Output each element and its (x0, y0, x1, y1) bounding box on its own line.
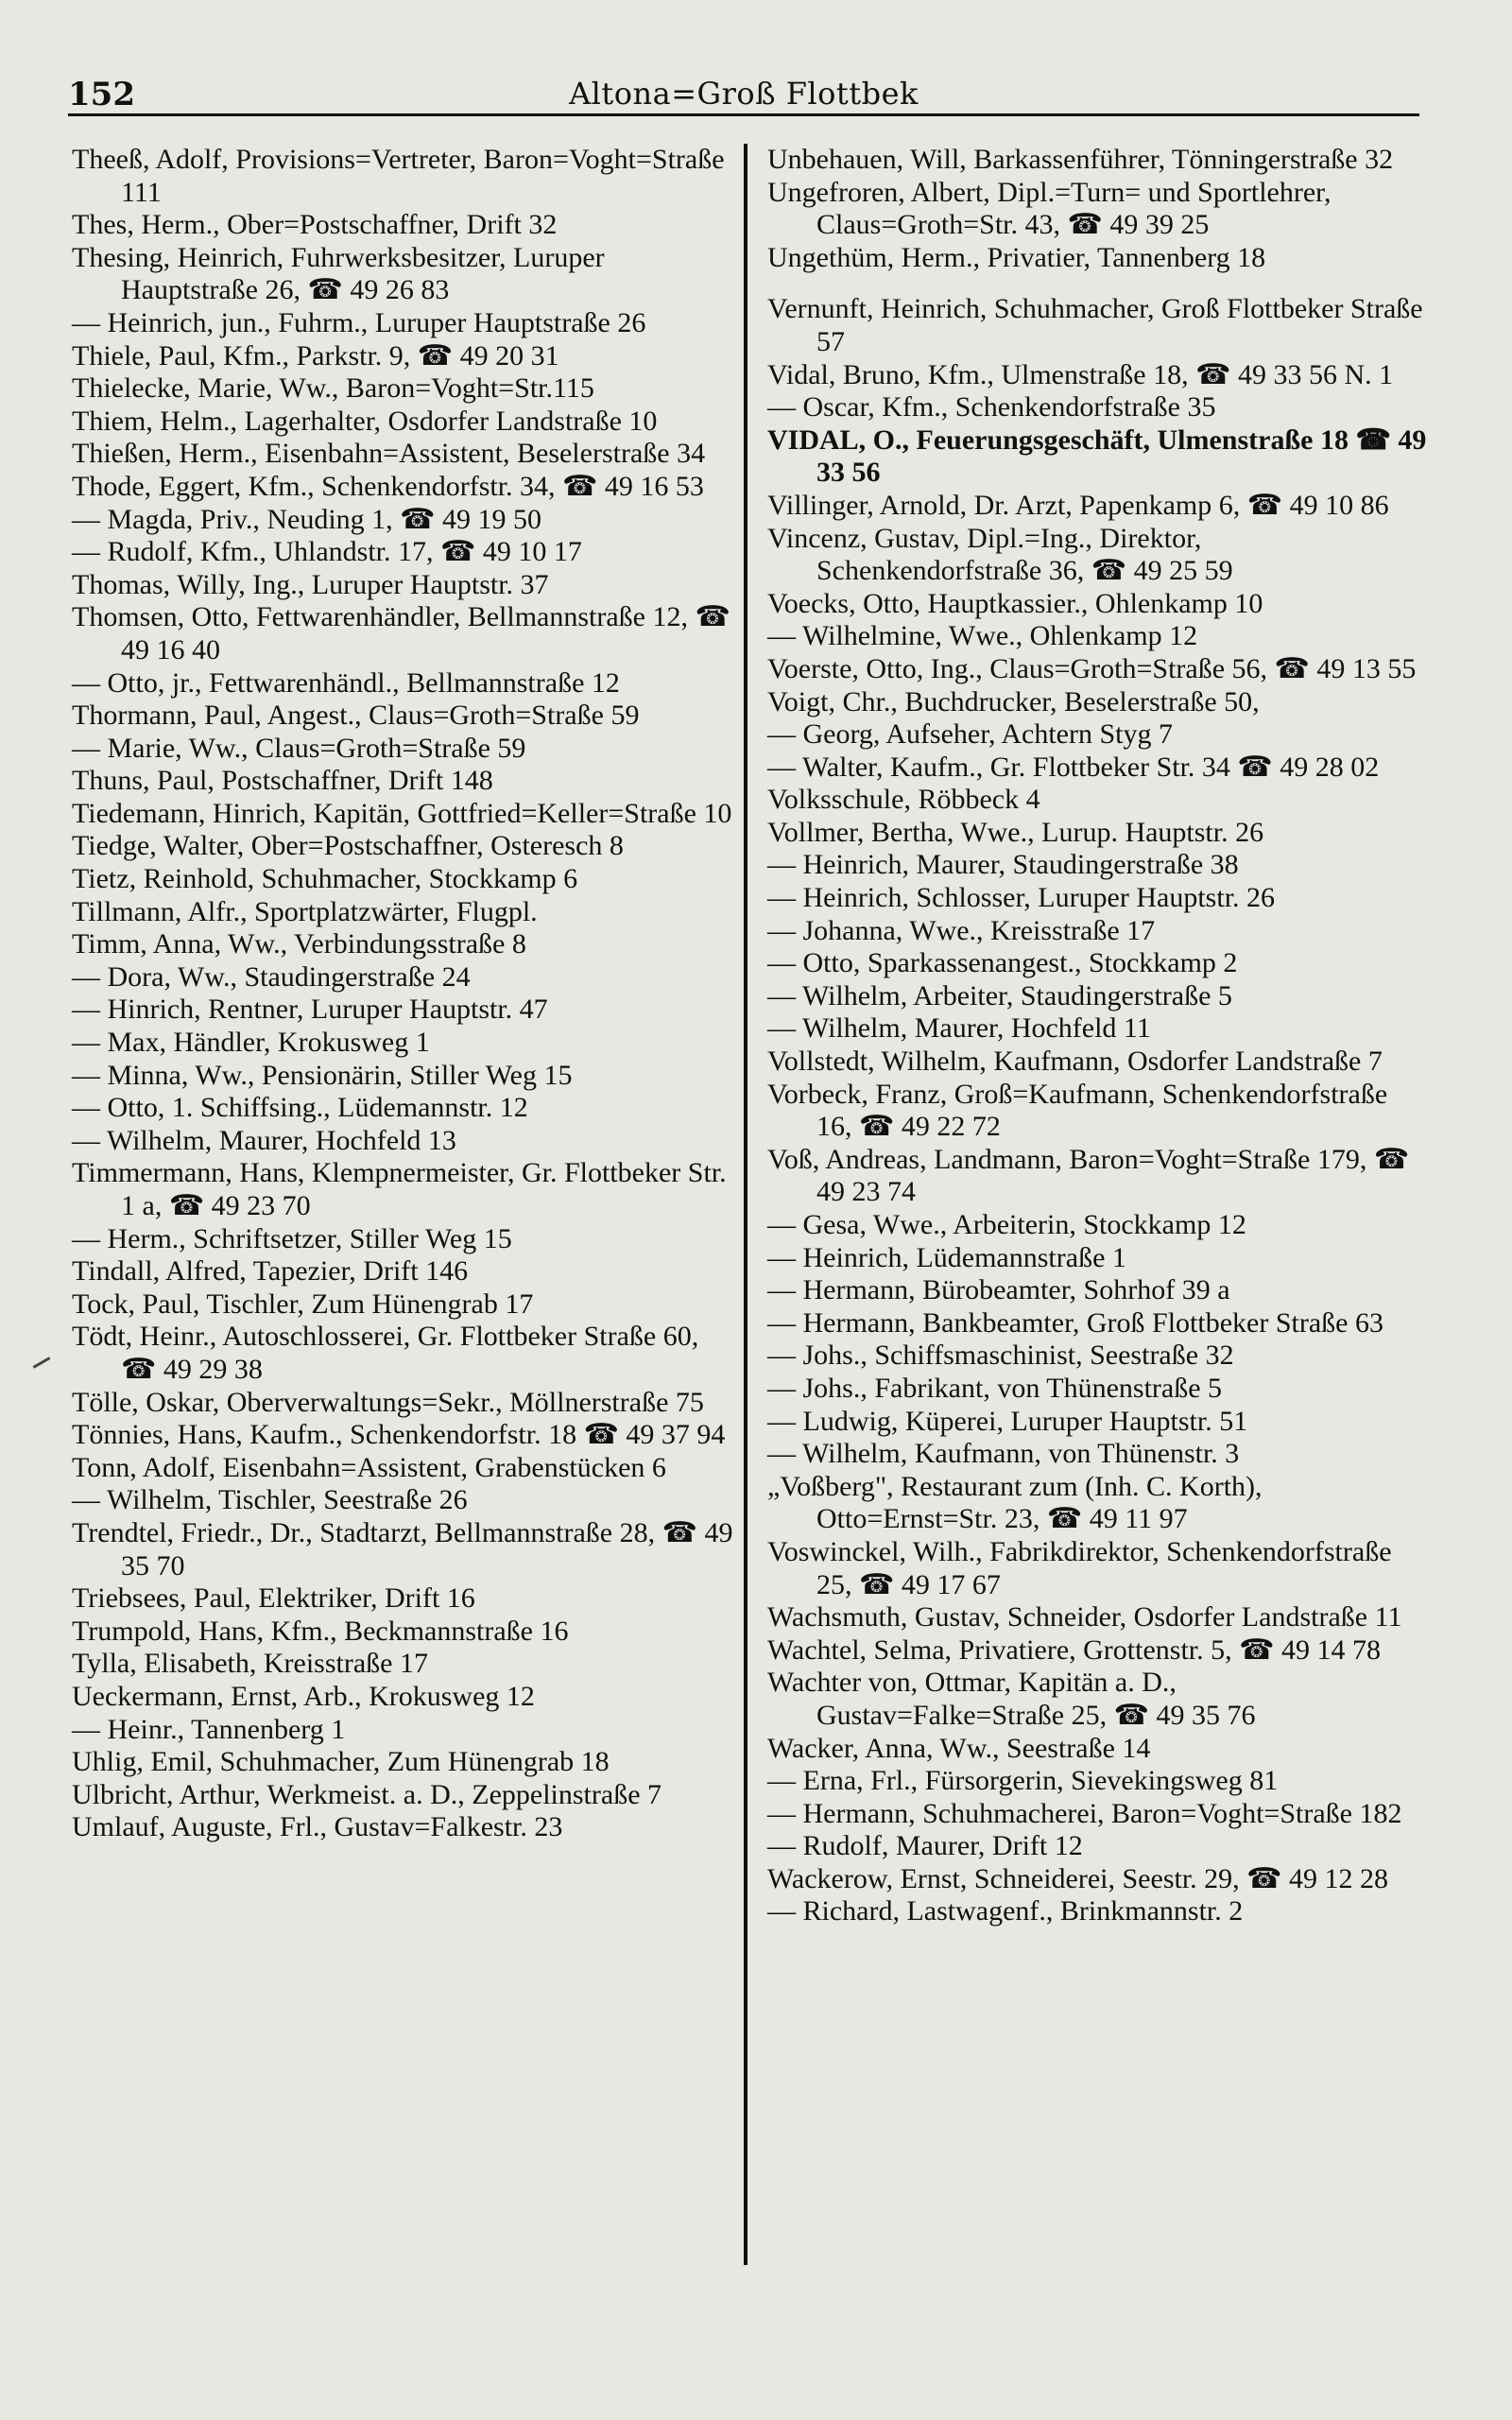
directory-entry: — Marie, Ww., Claus=Groth=Straße 59 (72, 732, 526, 764)
directory-entry: Villinger, Arnold, Dr. Arzt, Papenkamp 6, ☎ 49 10 86 (767, 489, 1389, 521)
directory-entry: Trendtel, Friedr., Dr., Stadtarzt, Bellmannstraße 28, ☎ 49 35 70 (72, 1516, 733, 1582)
directory-entry: Thomas, Willy, Ing., Luruper Hauptstr. 37 (72, 568, 549, 600)
directory-entry: Tock, Paul, Tischler, Zum Hünengrab 17 (72, 1288, 534, 1320)
directory-entry: Thormann, Paul, Angest., Claus=Groth=Straße 59 (72, 700, 640, 732)
directory-entry: — Ludwig, Küperei, Luruper Hauptstr. 51 (767, 1405, 1248, 1437)
running-title: Altona=Groß Flottbek (569, 76, 919, 112)
directory-entry: — Georg, Aufseher, Achtern Styg 7 (767, 718, 1174, 751)
directory-entry: Thießen, Herm., Eisenbahn=Assistent, Beselerstraße 34 (72, 438, 706, 470)
directory-entry: — Wilhelm, Kaufmann, von Thünenstr. 3 (767, 1438, 1240, 1470)
directory-entry: Volksschule, Röbbeck 4 (767, 784, 1040, 816)
directory-entry: Triebsees, Paul, Elektriker, Drift 16 (72, 1582, 475, 1615)
directory-entry: — Erna, Frl., Fürsorgerin, Sievekingsweg 81 (767, 1765, 1279, 1797)
directory-entry: Thiem, Helm., Lagerhalter, Osdorfer Landstraße 10 (72, 405, 658, 437)
directory-entry: Umlauf, Auguste, Frl., Gustav=Falkestr. 23 (72, 1811, 563, 1843)
directory-entry: — Oscar, Kfm., Schenkendorfstraße 35 (767, 391, 1216, 424)
directory-entry: Voecks, Otto, Hauptkassier., Ohlenkamp 10 (767, 587, 1263, 619)
directory-entry: — Gesa, Wwe., Arbeiterin, Stockkamp 12 (767, 1209, 1246, 1240)
directory-entry: VIDAL, O., Feuerungsgeschäft, Ulmenstraße 18 ☎ 49 33 56 (767, 424, 1427, 489)
directory-entry: Ungefroren, Albert, Dipl.=Turn= und Sportlehrer, Claus=Groth=Str. 43, ☎ 49 39 25 (767, 176, 1332, 241)
directory-entry: — Minna, Ww., Pensionärin, Stiller Weg 15 (72, 1059, 573, 1091)
directory-entry: Tonn, Adolf, Eisenbahn=Assistent, Grabenstücken 6 (72, 1451, 666, 1483)
directory-entry: Thuns, Paul, Postschaffner, Drift 148 (72, 765, 493, 797)
directory-entry: — Rudolf, Kfm., Uhlandstr. 17, ☎ 49 10 17 (72, 536, 582, 568)
directory-entry: Vernunft, Heinrich, Schuhmacher, Groß Flottbeker Straße 57 (767, 293, 1423, 357)
directory-entry: — Otto, jr., Fettwarenhändl., Bellmannstraße 12 (72, 666, 620, 699)
directory-entry: Vidal, Bruno, Kfm., Ulmenstraße 18, ☎ 49 33 56 N. 1 (767, 358, 1394, 390)
directory-entry: Thesing, Heinrich, Fuhrwerksbesitzer, Luruper Hauptstraße 26, ☎ 49 26 83 (72, 241, 605, 306)
directory-entry: Ulbricht, Arthur, Werkmeist. a. D., Zeppelinstraße 7 (72, 1778, 662, 1810)
directory-entry: — Herm., Schriftsetzer, Stiller Weg 15 (72, 1222, 512, 1254)
directory-entry: Tindall, Alfred, Tapezier, Drift 146 (72, 1255, 469, 1288)
directory-entry: Trumpold, Hans, Kfm., Beckmannstraße 16 (72, 1615, 569, 1647)
directory-entry: Tölle, Oskar, Oberverwaltungs=Sekr., Möllnerstraße 75 (72, 1386, 704, 1418)
directory-entry: — Magda, Priv., Neuding 1, ☎ 49 19 50 (72, 503, 542, 535)
directory-entry: — Walter, Kaufm., Gr. Flottbeker Str. 34 ☎ 49 28 02 (767, 751, 1380, 783)
directory-entry: — Johanna, Wwe., Kreisstraße 17 (767, 914, 1156, 946)
directory-entry: — Rudolf, Maurer, Drift 12 (767, 1830, 1083, 1862)
directory-entry: — Heinrich, jun., Fuhrm., Luruper Hauptstraße 26 (72, 306, 646, 338)
directory-entry: — Otto, Sparkassenangest., Stockkamp 2 (767, 947, 1238, 979)
directory-entry: — Wilhelmine, Wwe., Ohlenkamp 12 (767, 620, 1198, 652)
directory-entry: Vorbeck, Franz, Groß=Kaufmann, Schenkendorfstraße 16, ☎ 49 22 72 (767, 1078, 1388, 1143)
directory-entry: Ueckermann, Ernst, Arb., Krokusweg 12 (72, 1680, 535, 1712)
directory-entry: Wacker, Anna, Ww., Seestraße 14 (767, 1732, 1151, 1764)
directory-entry: — Wilhelm, Arbeiter, Staudingerstraße 5 (767, 979, 1232, 1011)
directory-entry: — Hermann, Schuhmacherei, Baron=Voght=Straße 182 (767, 1797, 1402, 1829)
directory-entry: — Dora, Ww., Staudingerstraße 24 (72, 960, 471, 993)
directory-entry: Thielecke, Marie, Ww., Baron=Voght=Str.115 (72, 372, 594, 405)
directory-entry: — Hinrich, Rentner, Luruper Hauptstr. 47 (72, 994, 548, 1026)
directory-entry: — Max, Händler, Krokusweg 1 (72, 1027, 430, 1059)
directory-entry: Thode, Eggert, Kfm., Schenkendorfstr. 34, ☎ 49 16 53 (72, 470, 704, 502)
directory-entry: — Hermann, Bürobeamter, Sohrhof 39 a (767, 1274, 1230, 1306)
directory-entry: — Heinrich, Maurer, Staudingerstraße 38 (767, 849, 1239, 881)
directory-entry: Theeß, Adolf, Provisions=Vertreter, Baron=Voght=Straße 111 (72, 144, 725, 208)
directory-entry: Voß, Andreas, Landmann, Baron=Voght=Straße 179, ☎ 49 23 74 (767, 1143, 1410, 1208)
directory-entry: Tillmann, Alfr., Sportplatzwärter, Flugpl. (72, 895, 538, 927)
page-number: 152 (68, 76, 135, 113)
directory-entry: — Johs., Fabrikant, von Thünenstraße 5 (767, 1372, 1223, 1404)
directory-entry: Thes, Herm., Ober=Postschaffner, Drift 32 (72, 209, 558, 241)
directory-entry: Voerste, Otto, Ing., Claus=Groth=Straße 56, ☎ 49 13 55 (767, 652, 1417, 684)
directory-entry: — Wilhelm, Tischler, Seestraße 26 (72, 1484, 468, 1516)
directory-entry: Wachsmuth, Gustav, Schneider, Osdorfer Landstraße 11 (767, 1601, 1402, 1634)
directory-entry: Tönnies, Hans, Kaufm., Schenkendorfstr. 18 ☎ 49 37 94 (72, 1419, 726, 1451)
directory-entry: Wackerow, Ernst, Schneiderei, Seestr. 29, ☎ 49 12 28 (767, 1862, 1389, 1894)
directory-entry: Tiedge, Walter, Ober=Postschaffner, Osteresch 8 (72, 830, 624, 862)
directory-entry: — Heinrich, Lüdemannstraße 1 (767, 1241, 1126, 1273)
directory-entry: — Otto, 1. Schiffsing., Lüdemannstr. 12 (72, 1092, 528, 1124)
directory-entry: — Heinr., Tannenberg 1 (72, 1713, 346, 1745)
column-divider (744, 144, 747, 2265)
directory-entry: — Johs., Schiffsmaschinist, Seestraße 32 (767, 1340, 1234, 1372)
directory-entry: Ungethüm, Herm., Privatier, Tannenberg 18 (767, 241, 1266, 273)
directory-entry: „Voßberg", Restaurant zum (Inh. C. Korth), Otto=Ernst=Str. 23, ☎ 49 11 97 (767, 1470, 1263, 1535)
directory-entry: Vincenz, Gustav, Dipl.=Ing., Direktor, Schenkendorfstraße 36, ☎ 49 25 59 (767, 522, 1233, 587)
directory-entry: Vollmer, Bertha, Wwe., Lurup. Hauptstr. 26 (767, 816, 1264, 848)
directory-entry: Voigt, Chr., Buchdrucker, Beselerstraße 50, (767, 685, 1260, 717)
directory-entry: Thiele, Paul, Kfm., Parkstr. 9, ☎ 49 20 31 (72, 339, 559, 372)
directory-entry: Tödt, Heinr., Autoschlosserei, Gr. Flottbeker Straße 60, ☎ 49 29 38 (72, 1321, 699, 1385)
directory-entry: Wachter von, Ottmar, Kapitän a. D., Gustav=Falke=Straße 25, ☎ 49 35 76 (767, 1667, 1256, 1731)
right-column (767, 144, 1429, 1928)
directory-entry: Wachtel, Selma, Privatiere, Grottenstr. 5, ☎ 49 14 78 (767, 1634, 1381, 1666)
directory-entry: Voswinckel, Wilh., Fabrikdirektor, Schenkendorfstraße 25, ☎ 49 17 67 (767, 1535, 1392, 1600)
left-column (72, 144, 733, 1844)
directory-entry: — Wilhelm, Maurer, Hochfeld 13 (72, 1124, 456, 1156)
directory-entry: — Heinrich, Schlosser, Luruper Hauptstr. 26 (767, 882, 1276, 914)
directory-entry: — Richard, Lastwagenf., Brinkmannstr. 2 (767, 1895, 1244, 1927)
margin-pencil-mark (33, 1357, 51, 1369)
directory-entry: Timm, Anna, Ww., Verbindungsstraße 8 (72, 928, 526, 960)
directory-entry: Timmermann, Hans, Klempnermeister, Gr. Flottbeker Str. 1 a, ☎ 49 23 70 (72, 1157, 727, 1221)
directory-entry: Vollstedt, Wilhelm, Kaufmann, Osdorfer Landstraße 7 (767, 1046, 1383, 1078)
directory-entry: — Wilhelm, Maurer, Hochfeld 11 (767, 1012, 1151, 1045)
directory-entry: Tiedemann, Hinrich, Kapitän, Gottfried=Keller=Straße 10 (72, 797, 732, 829)
page-header (68, 76, 1419, 116)
directory-entry: Unbehauen, Will, Barkassenführer, Tönningerstraße 32 (767, 144, 1394, 175)
directory-entry: Tietz, Reinhold, Schuhmacher, Stockkamp 6 (72, 863, 578, 895)
directory-entry: — Hermann, Bankbeamter, Groß Flottbeker Straße 63 (767, 1306, 1383, 1339)
directory-entry: Thomsen, Otto, Fettwarenhändler, Bellmannstraße 12, ☎ 49 16 40 (72, 601, 730, 666)
directory-entry: Uhlig, Emil, Schuhmacher, Zum Hünengrab 18 (72, 1746, 610, 1778)
directory-entry: Tylla, Elisabeth, Kreisstraße 17 (72, 1648, 428, 1680)
